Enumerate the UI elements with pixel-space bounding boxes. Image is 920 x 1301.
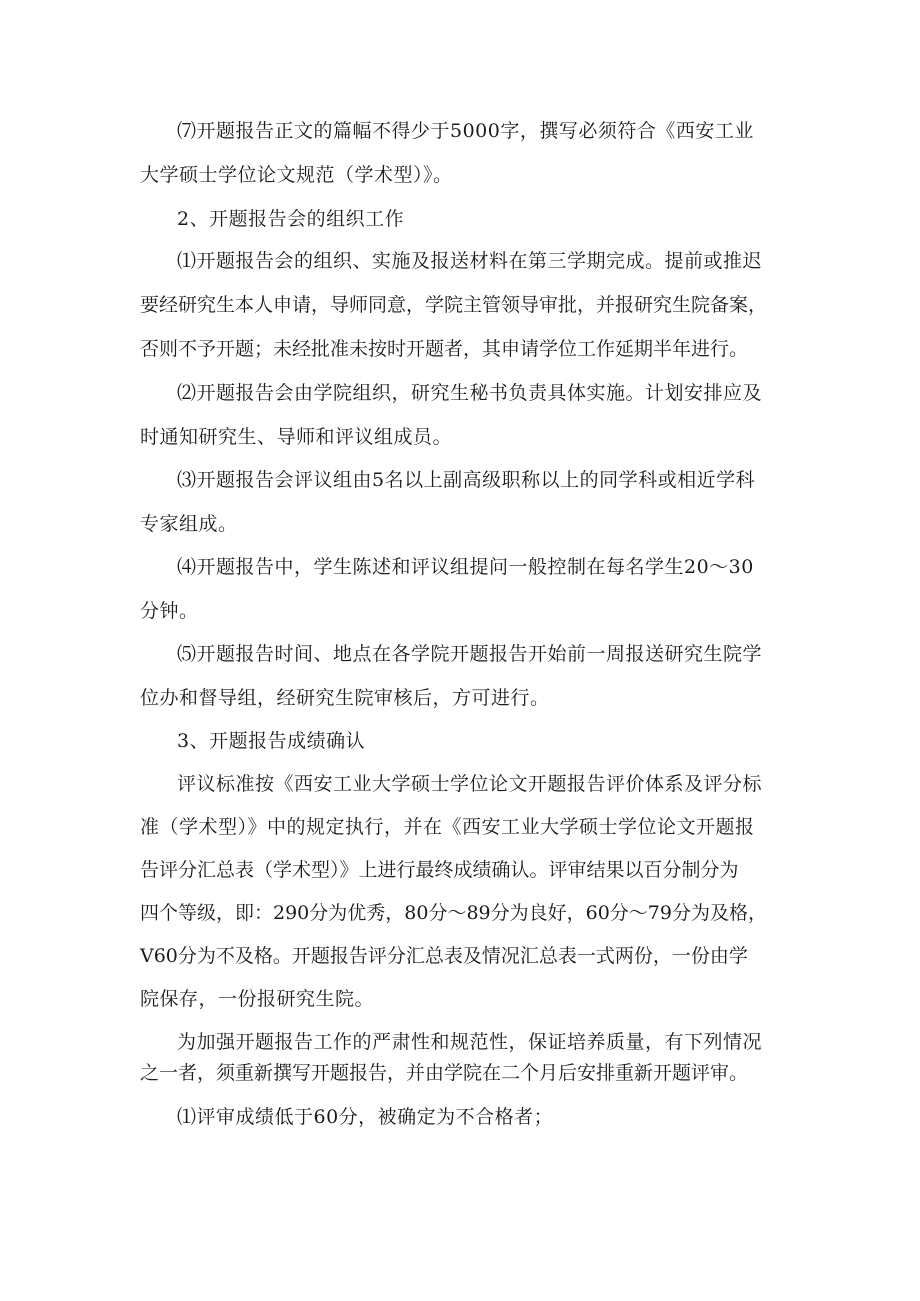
paragraph-line: ⑴评审成绩低于60分，被确定为不合格者； — [177, 1106, 554, 1128]
paragraph-line: 之一者，须重新撰写开题报告，并由学院在二个月后安排重新开题评审。 — [140, 1062, 749, 1084]
paragraph-line: ⑵开题报告会由学院组织，研究生秘书负责具体实施。计划安排应及 — [177, 382, 763, 404]
paragraph-line: 时通知研究生、导师和评议组成员。 — [140, 426, 453, 448]
paragraph-line: 专家组成。 — [140, 513, 238, 535]
paragraph-line: 否则不予开题；未经批准未按时开题者，其申请学位工作延期半年进行。 — [140, 338, 749, 360]
paragraph-line: 为加强开题报告工作的严肃性和规范性，保证培养质量，有下列情况 — [177, 1031, 763, 1053]
paragraph-line: ⑺开题报告正文的篇幅不得少于5000字，撰写必须符合《西安工业 — [177, 120, 754, 142]
section-heading: 2、开题报告会的组织工作 — [177, 208, 405, 230]
paragraph-line: ⑴开题报告会的组织、实施及报送材料在第三学期完成。提前或推迟 — [177, 250, 763, 272]
paragraph-line: 位办和督导组，经研究生院审核后，方可进行。 — [140, 687, 550, 709]
paragraph-line: ⑶开题报告会评议组由5名以上副高级职称以上的同学科或相近学科 — [177, 469, 756, 491]
paragraph-line: ⑷开题报告中，学生陈述和评议组提问一般控制在每名学生20〜30 — [177, 556, 754, 578]
paragraph-line: 院保存，一份报研究生院。 — [140, 988, 375, 1010]
paragraph-line: V60分为不及格。开题报告评分汇总表及情况汇总表一式两份，一份由学 — [140, 945, 748, 967]
paragraph-line: 评议标准按《西安工业大学硕士学位论文开题报告评价体系及评分标 — [177, 773, 763, 795]
paragraph-line: 大学硕士学位论文规范（学术型）》。 — [140, 164, 453, 186]
section-heading: 3、开题报告成绩确认 — [177, 730, 366, 752]
paragraph-line: 四个等级，即：290分为优秀，80分〜89分为良好，60分〜79分为及格， — [140, 902, 767, 924]
paragraph-line: 要经研究生本人申请，导师同意，学院主管领导审批，并报研究生院备案， — [140, 294, 768, 316]
paragraph-line: 告评分汇总表（学术型）》上进行最终成绩确认。评审结果以百分制分为 — [140, 859, 739, 881]
paragraph-line: 准（学术型）》中的规定执行，并在《西安工业大学硕士学位论文开题报 — [140, 816, 755, 838]
paragraph-line: ⑸开题报告时间、地点在各学院开题报告开始前一周报送研究生院学 — [177, 643, 763, 665]
paragraph-line: 分钟。 — [140, 600, 199, 622]
